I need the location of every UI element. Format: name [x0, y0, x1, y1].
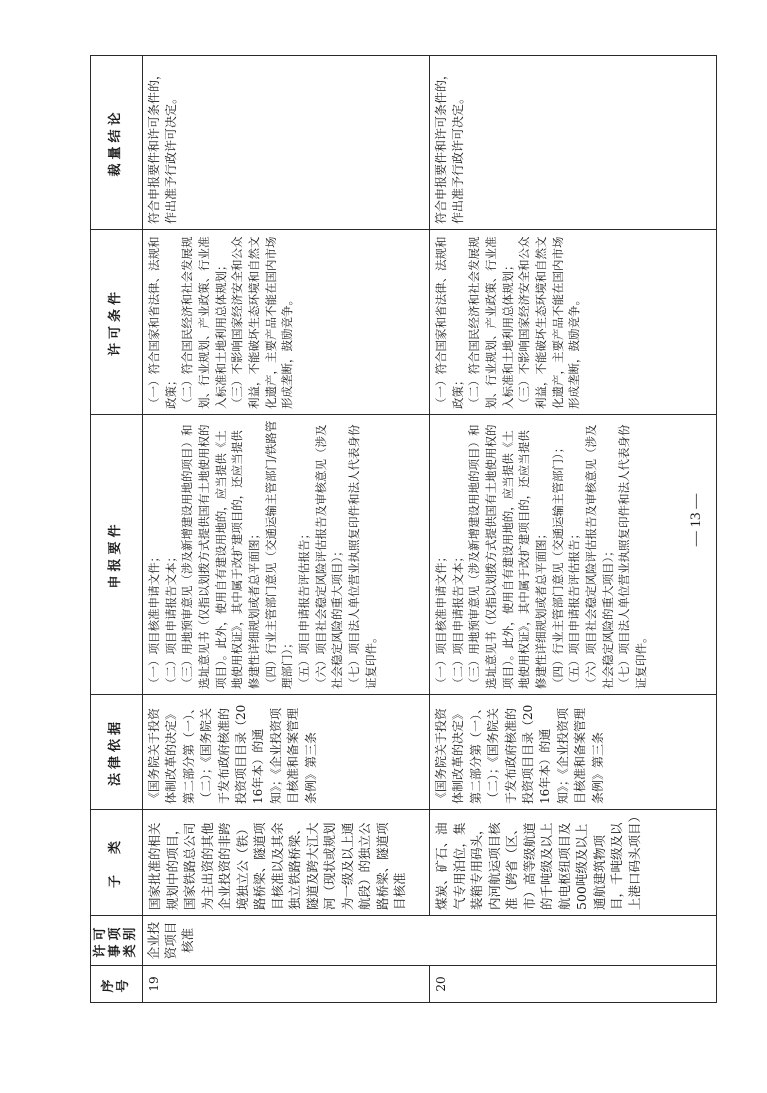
- requirement-item: （五）项目申请报告评估报告；: [297, 528, 312, 689]
- requirement-item: （六）项目社会稳定风险评估报告及审核意见（涉及社会稳定风险的重大项目）；: [313, 424, 345, 689]
- header-row: [91, 56, 143, 1003]
- page-number: — 13 —: [688, 493, 704, 547]
- row-category: 企业投资项目核准: [143, 916, 717, 966]
- requirement-item: （一）项目核准申请文件；: [147, 551, 161, 689]
- condition-item: （二）符合国民经济和社会发展规划、行业规划、产业政策、行业准入标准和土地利用总体规划；: [180, 236, 228, 409]
- requirement-item: （三）用地预审意见（涉及新增建设用地的项目）和选址意见书（仅指以划拨方式提供国有土地使用权的项目）。此外，使用自有建设用地的，应当提供《土地使用权证》，其中属于改扩建项目的，还应当提供修建性详细规划或者总平面图；: [180, 424, 262, 689]
- row-conditions: [430, 230, 717, 415]
- requirement-item: （三）用地预审意见（涉及新增建设用地的项目）和选址意见书（仅指以划拨方式提供国有土地使用权的项目）。此外，使用自有建设用地的，应当提供《土地使用权证》，其中属于改扩建项目的，还应当提供修建性详细规划或者总平面图；: [467, 424, 549, 689]
- requirement-item: （二）项目申请报告文本；: [163, 551, 178, 689]
- requirement-item: （四）行业主管部门意见（交通运输主管部门）；: [550, 441, 565, 689]
- condition-item: （一）符合国家和省法律、法规和政策；: [147, 236, 178, 409]
- header-conditions: 许可条件: [91, 230, 143, 415]
- header-subcategory: 子 类: [91, 810, 143, 916]
- condition-item: （二）符合国民经济和社会发展规划、行业规划、产业政策、行业准入标准和土地利用总体规划；: [467, 236, 515, 409]
- row-seq: 20: [430, 966, 717, 1003]
- condition-item: （一）符合国家和省法律、法规和政策；: [434, 236, 465, 409]
- requirement-item: （二）项目申请报告文本；: [450, 551, 465, 689]
- condition-item: （三）不影响国家经济安全和公众利益，不能破坏生态环境和自然文化遗产，主要产品不能在国内市场形成垄断，鼓励竞争。: [517, 236, 582, 409]
- condition-item: （三）不影响国家经济安全和公众利益，不能破坏生态环境和自然文化遗产，主要产品不能在国内市场形成垄断，鼓励竞争。: [230, 236, 295, 409]
- header-category: 许可事项类别: [91, 916, 143, 966]
- rotated-page: [90, 56, 711, 1003]
- row-subcategory: 国家批准的相关规划中的项目，国家铁路总公司为主出资的其他企业投资的非跨境独立公（铁）路桥梁、隧道项目核准以及其余独立铁路桥梁、隧道及跨大江大河（现状或规划为一级及以上通航段）的独立公路桥梁、隧道项目核准: [143, 810, 430, 916]
- header-legal-basis: 法律依据: [91, 695, 143, 810]
- permit-table: [90, 55, 717, 1003]
- requirement-item: （七）项目法人单位营业执照复印件和法人代表身份证复印件。: [617, 424, 649, 689]
- row-legal-basis: 《国务院关于投资体制改革的决定》第二部分第（一）、（二）；《国务院关于发布政府核准的投资项目目录（2016年本）的通知》；《企业投资项目核准和备案管理条例》第三条: [430, 695, 717, 810]
- row-legal-basis: 《国务院关于投资体制改革的决定》第二部分第（一）、（二）；《国务院关于发布政府核准的投资项目目录（2016年本）的通知》；《企业投资项目核准和备案管理条例》第三条: [143, 695, 430, 810]
- table-row: [143, 56, 430, 1003]
- header-conclusion: 裁量结论: [91, 56, 143, 230]
- requirement-item: （七）项目法人单位营业执照复印件和法人代表身份证复印件。: [347, 424, 378, 689]
- row-conditions: [143, 230, 430, 415]
- requirement-item: （一）项目核准申请文件；: [434, 551, 448, 689]
- row-requirements: [143, 415, 430, 695]
- row-requirements: [430, 415, 717, 695]
- requirement-item: （五）项目申请报告评估报告；: [567, 528, 582, 689]
- row-conclusion: 符合申报要件和许可条件的，作出准予行政许可决定。: [430, 56, 717, 230]
- row-seq: 19: [143, 966, 430, 1003]
- header-seq: 序号: [91, 966, 143, 1003]
- requirement-item: （四）行业主管部门意见（交通运输主管部门/铁路管理部门）；: [263, 420, 295, 689]
- row-subcategory: 煤炭、矿石、油气专用泊位，集装箱专用码头，内河航运项目核准（跨省（区、市）高等级航道的千吨级及以上航电枢纽项目及500吨级及以上通航建筑物项目，千吨级及以上港口码头项目）: [430, 810, 717, 916]
- requirement-item: （六）项目社会稳定风险评估报告及审核意见（涉及社会稳定风险的重大项目）；: [584, 424, 615, 689]
- header-requirements: 申报要件: [91, 415, 143, 695]
- row-conclusion: 符合申报要件和许可条件的，作出准予行政许可决定。: [143, 56, 430, 230]
- table-row: [430, 56, 717, 1003]
